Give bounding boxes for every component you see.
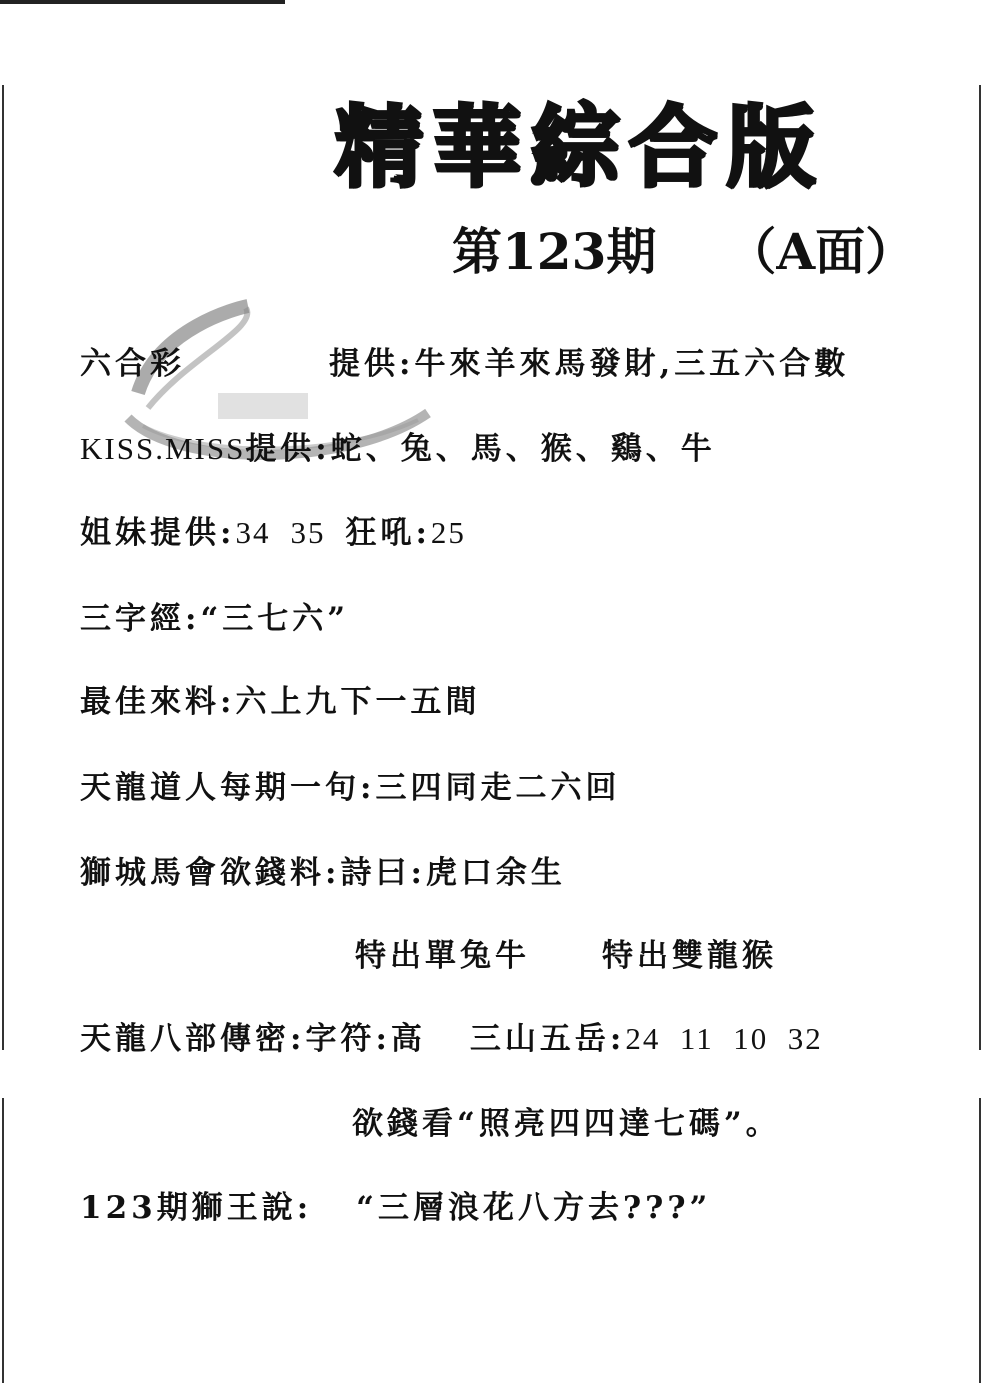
line-number: 35 — [290, 515, 326, 550]
scan-left-edge-lower — [2, 1098, 4, 1383]
line-numbers: 24 11 10 32 — [625, 1021, 823, 1056]
line-best-tip: 最佳來料:六上九下一五間 — [80, 684, 481, 720]
line-label: KISS.MISS — [80, 431, 246, 466]
line-three-word: 三字經:“三七六” — [80, 601, 350, 637]
line-content: 蛇、兔、馬、猴、鷄、牛 — [330, 431, 716, 467]
line-provider: 提供: — [329, 346, 415, 382]
line-kiss-miss — [80, 423, 716, 468]
line-number: 25 — [430, 515, 466, 550]
line-content: “三層浪花八方去???” — [356, 1190, 712, 1226]
scan-right-edge-lower — [979, 1098, 981, 1383]
line-label-2: 三山五岳: — [469, 1021, 626, 1057]
line-shicheng: 獅城馬會欲錢料:詩曰:虎口余生 — [80, 855, 566, 891]
special-odd: 特出單兔牛 — [355, 938, 530, 974]
line-label-2: 狂吼: — [345, 515, 431, 551]
line-lion-king — [80, 1182, 711, 1227]
page-title: 精華綜合版 — [335, 96, 826, 199]
line-tianlong-babu — [80, 1013, 823, 1058]
scan-left-edge — [2, 85, 4, 1050]
line-liuhecai — [80, 338, 849, 383]
line-label: 姐妹提供: — [80, 515, 236, 551]
line-special — [355, 930, 777, 975]
line-number: 34 — [235, 515, 271, 550]
scan-right-edge — [979, 85, 981, 1050]
line-label: 六合彩 — [80, 346, 185, 382]
special-even: 特出雙龍猴 — [602, 938, 777, 974]
issue-heading — [452, 212, 915, 284]
line-provider: 提供: — [245, 431, 331, 467]
line-want-money: 欲錢看“照亮四四達七碼”。 — [352, 1106, 781, 1142]
side-label: （A面） — [726, 222, 916, 281]
line-label: 123期獅王說: — [80, 1190, 313, 1226]
issue-number: 第123期 — [452, 222, 657, 281]
line-label: 天龍八部傳密:字符:高 — [80, 1021, 426, 1057]
line-content: 牛來羊來馬發財,三五六合數 — [414, 346, 850, 382]
scan-top-rule — [0, 0, 285, 4]
line-sisters — [80, 507, 466, 552]
line-tianlong-daoren: 天龍道人每期一句:三四同走二六回 — [80, 770, 621, 806]
